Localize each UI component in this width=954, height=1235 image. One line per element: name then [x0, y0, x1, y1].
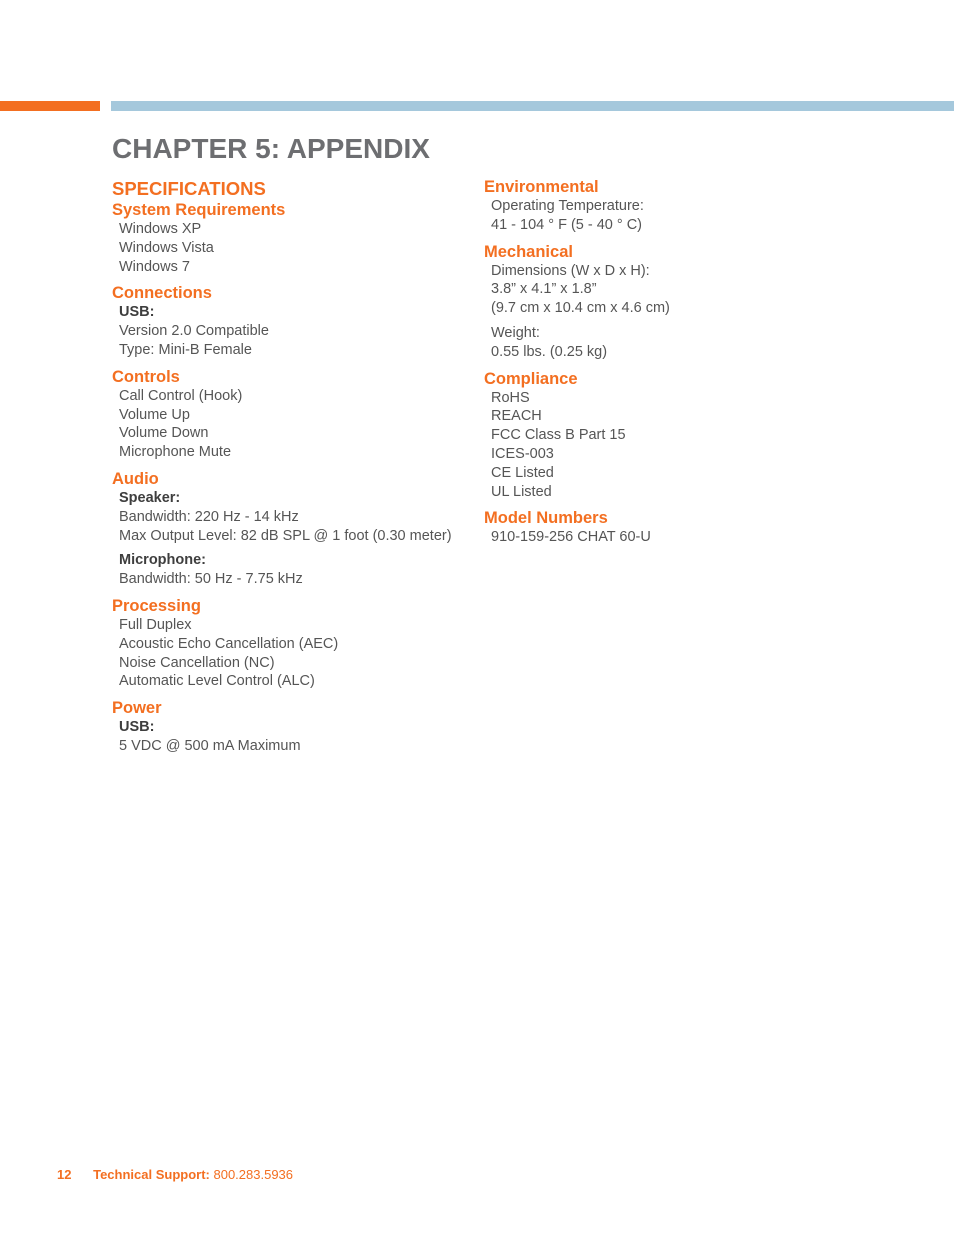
right-column [484, 178, 844, 555]
spec-sublabel: Microphone: [119, 552, 206, 569]
spec-line: (9.7 cm x 10.4 cm x 4.6 cm) [491, 300, 670, 317]
spec-line: FCC Class B Part 15 [491, 427, 626, 444]
spec-line: ICES-003 [491, 445, 554, 462]
section-heading: Mechanical [484, 242, 573, 261]
spec-line: Operating Temperature: [491, 198, 644, 214]
header-rule-blue [111, 101, 954, 111]
spec-line: 0.55 lbs. (0.25 kg) [491, 343, 608, 360]
spec-sublabel: Speaker: [119, 489, 181, 506]
section-system-requirements [112, 201, 477, 276]
spec-line: Automatic Level Control (ALC) [119, 673, 315, 690]
spec-line: RoHS [491, 389, 530, 406]
spec-line: Windows 7 [119, 258, 190, 275]
section-audio [112, 470, 477, 589]
section-heading: Controls [112, 367, 180, 386]
section-controls [112, 368, 477, 462]
section-processing [112, 597, 477, 691]
spec-line: Acoustic Echo Cancellation (AEC) [119, 635, 339, 652]
spec-line: UL Listed [491, 483, 552, 500]
spec-line: 910-159-256 CHAT 60-U [491, 529, 651, 546]
section-heading: Audio [112, 469, 159, 488]
page-footer [57, 1167, 293, 1182]
spec-line: Windows XP [119, 221, 202, 237]
section-heading: Connections [112, 284, 212, 303]
chapter-title: CHAPTER 5: APPENDIX [112, 133, 430, 164]
spec-line: Noise Cancellation (NC) [119, 654, 275, 671]
spec-sublabel: USB: [119, 719, 155, 736]
spec-line: CE Listed [491, 464, 554, 481]
left-column [112, 178, 477, 764]
spec-line: Call Control (Hook) [119, 387, 243, 404]
spec-line: REACH [491, 408, 542, 425]
spec-line: 41 - 104 ° F (5 - 40 ° C) [491, 216, 643, 233]
section-environmental [484, 178, 844, 235]
section-heading: Model Numbers [484, 509, 608, 528]
spec-line: Bandwidth: 220 Hz - 14 kHz [119, 508, 299, 525]
spec-line: Windows Vista [119, 239, 214, 256]
section-mechanical [484, 243, 844, 362]
section-heading: Environmental [484, 178, 599, 196]
spec-line: Dimensions (W x D x H): [491, 262, 650, 279]
support-label: Technical Support: [93, 1167, 210, 1182]
support-phone-link[interactable]: 800.283.5936 [213, 1167, 294, 1182]
spec-line: Volume Down [119, 425, 209, 442]
section-heading: Processing [112, 596, 201, 615]
page-number: 12 [57, 1167, 72, 1182]
spec-line: Version 2.0 Compatible [119, 323, 269, 340]
spec-line: Max Output Level: 82 dB SPL @ 1 foot (0.30 meter) [119, 527, 452, 544]
header-rule-orange [0, 101, 100, 111]
spec-line: 3.8” x 4.1” x 1.8” [491, 281, 597, 298]
section-model-numbers [484, 509, 844, 547]
spec-line: Full Duplex [119, 616, 192, 633]
specifications-title: SPECIFICATIONS [112, 178, 266, 199]
section-compliance [484, 370, 844, 502]
spec-line: Weight: [491, 324, 540, 341]
spec-line: Type: Mini-B Female [119, 341, 252, 358]
spec-line: Volume Up [119, 406, 190, 423]
section-heading: System Requirements [112, 201, 286, 219]
section-power [112, 699, 477, 756]
spec-sublabel: USB: [119, 304, 155, 321]
section-heading: Power [112, 699, 162, 718]
section-connections [112, 284, 477, 359]
spec-line: 5 VDC @ 500 mA Maximum [119, 737, 301, 754]
section-heading: Compliance [484, 369, 578, 388]
spec-line: Microphone Mute [119, 444, 232, 461]
spec-line: Bandwidth: 50 Hz - 7.75 kHz [119, 571, 303, 588]
